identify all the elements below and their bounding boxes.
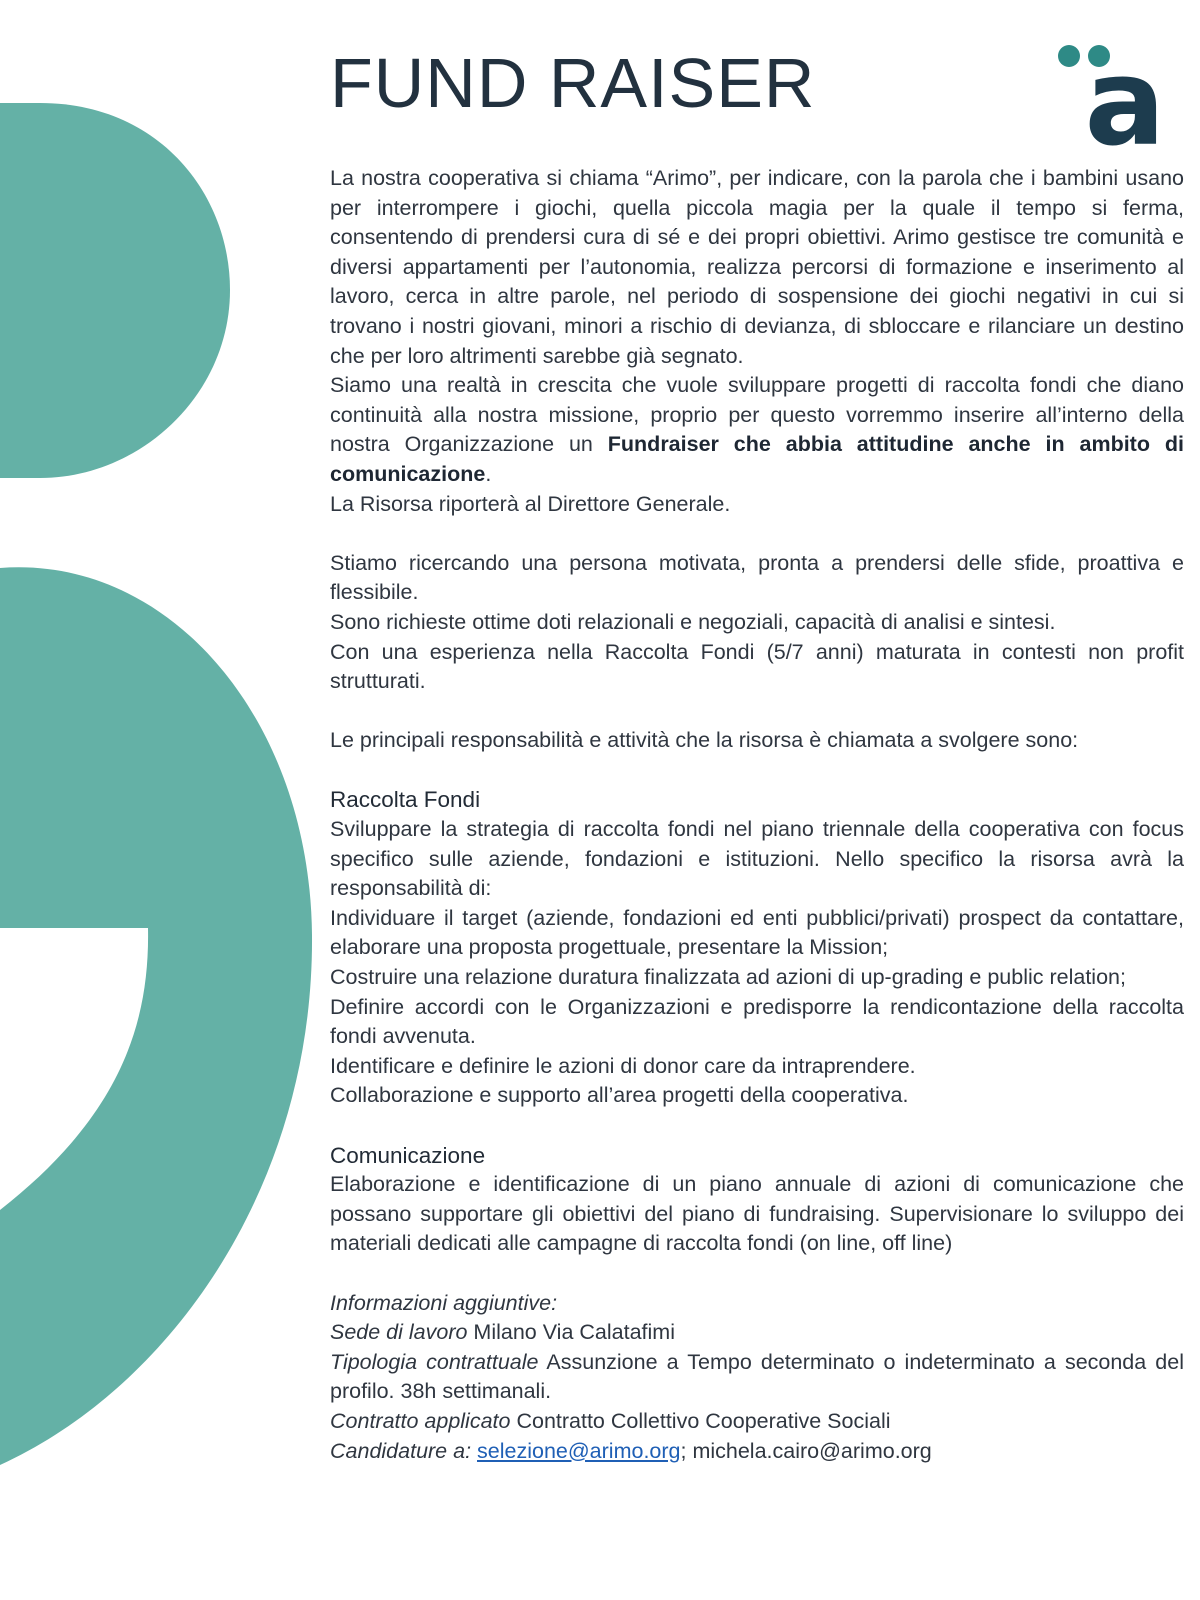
intro-p2-end: . xyxy=(485,461,492,486)
info-location-value: Milano Via Calatafimi xyxy=(467,1320,675,1345)
info-contract-label: Contratto applicato xyxy=(330,1408,511,1433)
intro-paragraph-3: La Risorsa riporterà al Direttore Generale. xyxy=(330,491,731,516)
email-link-selezione[interactable]: selezione@arimo.org xyxy=(477,1438,681,1463)
info-contract-type-value: Assunzione a Tempo determinato o indeterminato a seconda del profilo. 38h settimanali. xyxy=(330,1349,1184,1404)
job-description xyxy=(330,164,1184,1466)
responsibilities-intro: Le principali responsabilità e attività che la risorsa è chiamata a svolgere sono: xyxy=(330,728,1079,753)
page-title: FUND RAISER xyxy=(330,44,816,122)
profile-paragraph-3: Con una esperienza nella Raccolta Fondi (5/7 anni) maturata in contesti non profit strutturati. xyxy=(330,639,1184,694)
fundraising-line: Sviluppare la strategia di raccolta fondi nel piano triennale della cooperativa con focus specifico sulle aziende, fondazioni e istituzioni. Nello specifico la risorsa avrà la responsabilità di: xyxy=(330,817,1184,901)
info-contract-value: Contratto Collettivo Cooperative Sociali xyxy=(510,1408,891,1433)
spacer xyxy=(330,756,1184,786)
communication-text: Elaborazione e identificazione di un piano annuale di azioni di comunicazione che possano supportare gli obiettivi del piano di fundraising. Supervisionare lo sviluppo dei materiali dedicati alle campagne di raccolta fondi (on line, off line) xyxy=(330,1172,1184,1256)
fundraising-line: Costruire una relazione duratura finalizzata ad azioni di up-grading e public relation; xyxy=(330,965,1126,990)
info-contract-type-label: Tipologia contrattuale xyxy=(330,1349,539,1374)
profile-paragraph-1: Stiamo ricercando una persona motivata, pronta a prendersi delle sfide, proattiva e flessibile. xyxy=(330,550,1184,605)
fundraising-line: Individuare il target (aziende, fondazioni ed enti pubblici/privati) prospect da contattare, elaborare una proposta progettuale, presentare la Mission; xyxy=(330,905,1184,960)
intro-p2-highlight: Fundraiser che abbia attitudine anche in ambito di comunicazione xyxy=(330,432,1184,486)
logo-dot-1 xyxy=(1058,45,1080,67)
profile-paragraph-2: Sono richieste ottime doti relazionali e negoziali, capacità di analisi e sintesi. xyxy=(330,609,1056,634)
logo-letter: a xyxy=(1084,36,1166,156)
info-heading: Informazioni aggiuntive: xyxy=(330,1290,558,1315)
arimo-logo-icon xyxy=(1055,36,1200,156)
fundraising-line: Definire accordi con le Organizzazioni e predisporre la rendicontazione della raccolta fondi avvenuta. xyxy=(330,994,1184,1049)
intro-p2-start: Siamo una realtà in crescita che vuole sviluppare progetti di raccolta fondi che diano continuità alla nostra missione, proprio per questo vorremmo inserire all’interno della nostra Organizzazione un xyxy=(330,373,1184,457)
info-apply xyxy=(330,1437,1184,1467)
info-contract xyxy=(330,1407,1184,1437)
comma-body xyxy=(0,567,312,1465)
spacer xyxy=(330,697,1184,727)
info-location-label: Sede di lavoro xyxy=(330,1320,468,1345)
spacer xyxy=(330,1111,1184,1141)
spacer xyxy=(330,1259,1184,1289)
info-contract-type xyxy=(330,1348,1184,1407)
fundraising-heading: Raccolta Fondi xyxy=(330,787,481,813)
intro-paragraph-1: La nostra cooperativa si chiama “Arimo”, per indicare, con la parola che i bambini usano per interrompere i giochi, quella piccola magia per la quale il tempo si ferma, consentendo di prendersi cura di sé e dei propri obiettivi. Arimo gestisce tre comunità e diversi appartamenti per l’autonomia, realizza percorsi di formazione e inserimento al lavoro, cerca in altre parole, nel periodo di sospensione dei giochi negativi in cui si trovano i nostri giovani, minori a rischio di devianza, di sbloccare e rilanciare un destino che per loro altrimenti sarebbe già segnato. xyxy=(330,166,1184,368)
info-location xyxy=(330,1318,1184,1348)
fundraising-line: Identificare e definire le azioni di donor care da intraprendere. xyxy=(330,1053,916,1078)
fundraising-line: Collaborazione e supporto all’area progetti della cooperativa. xyxy=(330,1083,909,1108)
spacer xyxy=(330,519,1184,549)
email-secondary: ; michela.cairo@arimo.org xyxy=(680,1438,932,1463)
info-apply-label: Candidature a: xyxy=(330,1438,478,1463)
upper-blob xyxy=(0,103,230,478)
intro-paragraph-2 xyxy=(330,371,1184,489)
communication-heading: Comunicazione xyxy=(330,1142,486,1168)
